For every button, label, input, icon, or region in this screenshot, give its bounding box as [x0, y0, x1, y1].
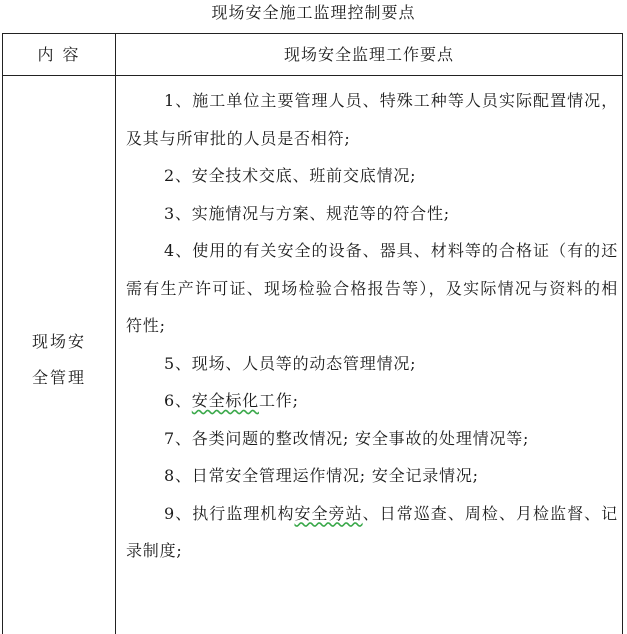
list-item: 1、施工单位主要管理人员、特殊工种等人员实际配置情况，及其与所审批的人员是否相符;: [126, 91, 618, 148]
category-line-2: 全管理: [31, 368, 86, 387]
list-item: [126, 495, 618, 570]
header-content: 内 容: [37, 45, 81, 64]
category-line-1: 现场安: [31, 332, 86, 351]
table-header-row: [3, 34, 622, 76]
control-points-table: [2, 33, 623, 634]
item-6-emphasis: 安全标化: [191, 391, 259, 410]
list-item: 2、安全技术交底、班前交底情况;: [164, 166, 417, 185]
key-points-list: [126, 82, 618, 570]
item-6-tail: 工作;: [258, 391, 299, 410]
list-item: 7、各类问题的整改情况; 安全事故的处理情况等;: [164, 428, 530, 448]
list-item: 4、使用的有关安全的设备、器具、材料等的合格证（有的还需有生产许可证、现场检验合格报告等），及实际情况与资料的相符性;: [126, 241, 618, 335]
list-item: 5、现场、人员等的动态管理情况;: [164, 353, 417, 373]
category-cell: [3, 324, 115, 396]
header-key-points: 现场安全监理工作要点: [283, 45, 454, 64]
item-6-prefix: 6、: [164, 391, 192, 410]
item-9-emphasis: 安全旁站: [294, 503, 363, 523]
document-title: 现场安全施工监理控制要点: [211, 3, 416, 22]
item-9-prefix: 9、执行监理机构: [164, 503, 295, 523]
column-divider: [115, 34, 116, 634]
list-item: 3、实施情况与方案、规范等的符合性;: [164, 203, 450, 223]
list-item: [126, 382, 618, 420]
list-item: 8、日常安全管理运作情况; 安全记录情况;: [164, 466, 479, 485]
item-9-tail: 、日常巡查、周检、月检监督、记录制度;: [126, 503, 618, 560]
